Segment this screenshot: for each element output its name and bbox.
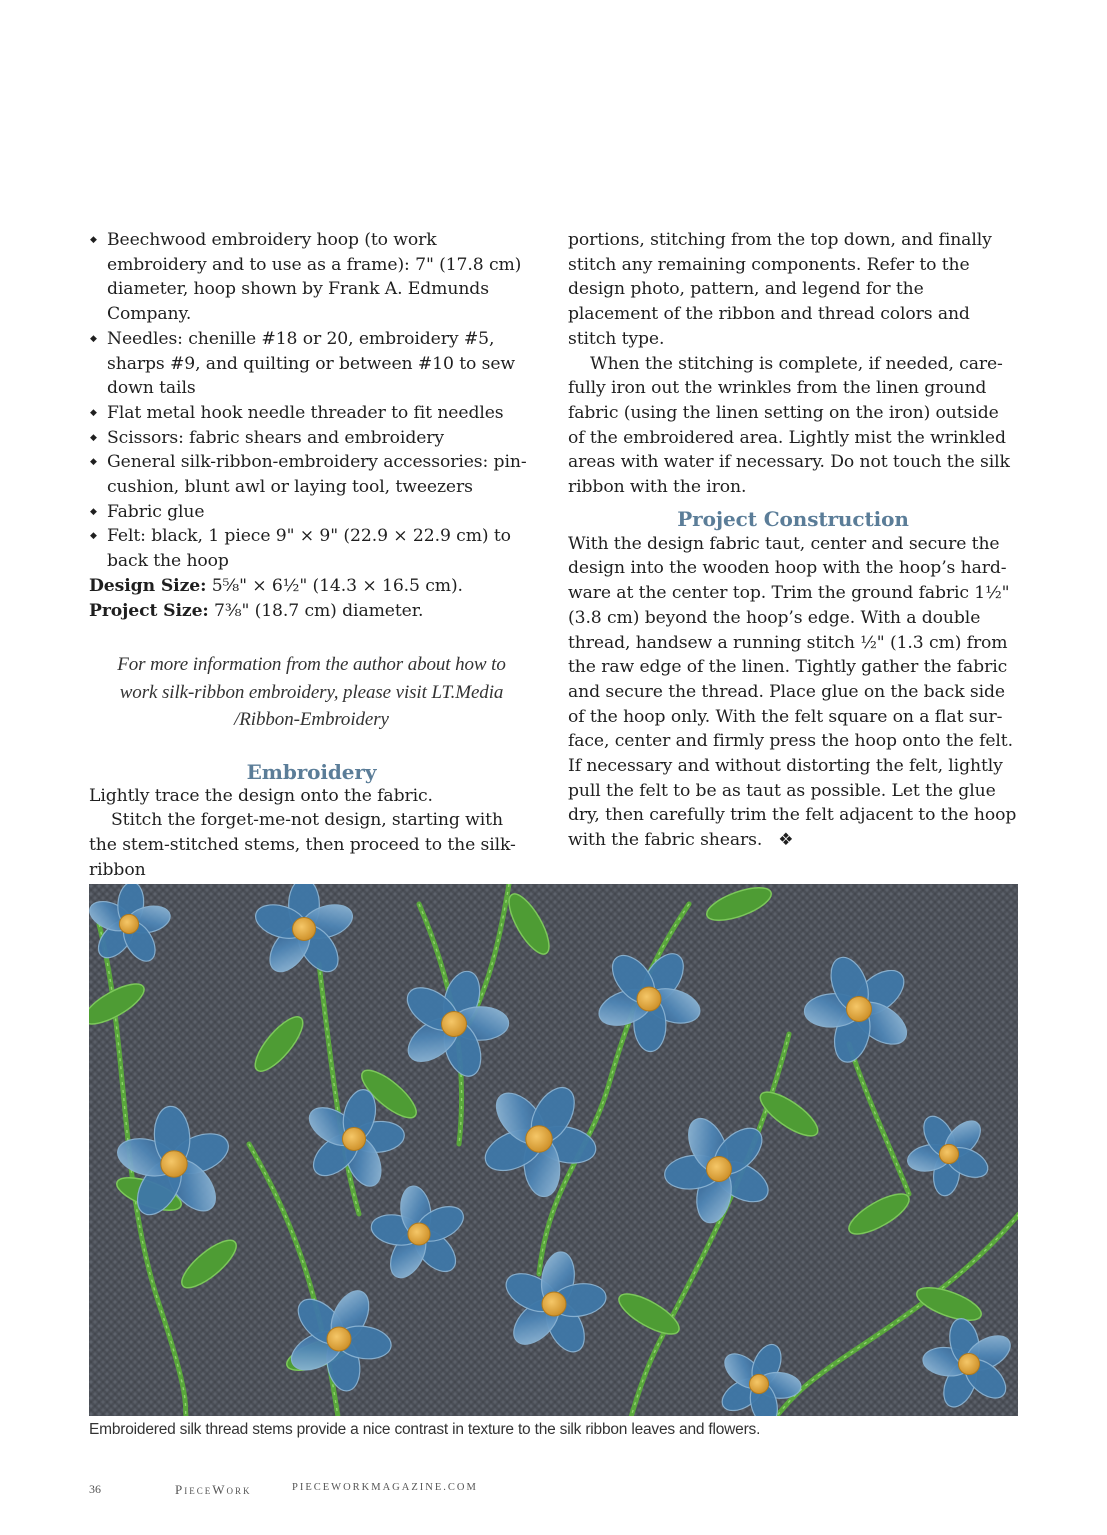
flower-center (342, 1127, 365, 1150)
magazine-url: PIECEWORKMAGAZINE.COM (292, 1482, 478, 1493)
materials-item: ◆ Beechwood embroidery hoop (to work embroidery and to use as a frame): 7" (17.8 cm) diameter, hoop shown by Frank A. Edmunds Company. (89, 228, 534, 327)
embroidery-photo-art (89, 884, 1018, 1416)
materials-list (89, 228, 534, 574)
flower-center (292, 917, 315, 940)
project-size-value: 7⅜" (18.7 cm) diameter. (214, 600, 424, 621)
embroidery-paragraph: Lightly trace the design onto the fabric. (89, 785, 433, 806)
construction-paragraph (568, 532, 1018, 853)
embroidery-photo (89, 884, 1018, 1416)
flower-center (542, 1292, 566, 1316)
materials-item: ◆ Needles: chenille #18 or 20, embroidery #5, sharps #9, and quilting or between #10 to sew down tails (89, 327, 534, 401)
design-size-value: 5⅝" × 6½" (14.3 × 16.5 cm). (211, 575, 463, 596)
materials-item: ◆ Scissors: fabric shears and embroidery (89, 426, 534, 451)
flower-center (958, 1353, 979, 1374)
stitching-paragraph: portions, stitching from the top down, and finally stitch any remaining components. Refer to the design photo, pattern, and legend for the placement of the ribbon and thread colors and stitch type. (568, 230, 992, 349)
embroidery-paragraph: Stitch the forget-me-not design, starting with the stem-stitched stems, then proceed to the silk-ribbon (89, 810, 516, 880)
flower-center (119, 914, 138, 933)
flower-center (526, 1126, 552, 1152)
design-size-label: Design Size: (89, 575, 207, 596)
flower-center (749, 1374, 768, 1393)
design-size (89, 574, 534, 599)
project-size (89, 599, 534, 624)
flower-center (707, 1157, 732, 1182)
photo-caption: Embroidered silk thread stems provide a nice contrast in texture to the silk ribbon leaves and flowers. (89, 1421, 761, 1438)
project-size-label: Project Size: (89, 600, 209, 621)
right-column (568, 228, 1018, 853)
magazine-name: PieceWork (175, 1482, 252, 1497)
flower-center (442, 1012, 467, 1037)
flower-center (847, 997, 872, 1022)
flower-center (408, 1223, 430, 1245)
embroidery-heading: Embroidery (246, 759, 377, 784)
end-mark-icon: ❖ (778, 830, 794, 851)
flower-center (327, 1327, 351, 1351)
ironing-paragraph: When the stitching is complete, if needed, carefully iron out the wrinkles from the linen ground fabric (using the linen setting on the iron) outside of the embroidered area. Lightly mist the wrinkled areas with water if necessary. Do not touch the silk ribbon with the iron. (568, 353, 1010, 498)
left-column (89, 228, 534, 883)
flower-center (161, 1151, 187, 1177)
materials-item: ◆ Fabric glue (89, 500, 534, 525)
flower-center (939, 1144, 958, 1163)
construction-heading: Project Construction (677, 506, 909, 531)
materials-item: ◆ Flat metal hook needle threader to fit needles (89, 401, 534, 426)
page-number: 36 (89, 1482, 101, 1496)
flower-center (637, 987, 661, 1011)
materials-item: ◆ General silk-ribbon-embroidery accessories: pincushion, blunt awl or laying tool, tweezers (89, 450, 534, 499)
materials-item: ◆ Felt: black, 1 piece 9" × 9" (22.9 × 22.9 cm) to back the hoop (89, 524, 534, 573)
construction-text: With the design fabric taut, center and secure the design into the wooden hoop with the hoop’s hardware at the center top. Trim the ground fabric 1½" (3.8 cm) beyond the hoop’s edge. With a double thread, handsew a running stitch ½" (1.3 cm) from the raw edge of the linen. Tightly gather the fabric and secure the thread. Place glue on the back side of the hoop only. With the felt square on a flat surface, center and firmly press the hoop onto the felt. If necessary and without distorting the felt, lightly pull the felt to be as taut as possible. Let the glue dry, then carefully trim the felt adjacent to the hoop with the fabric shears. (568, 533, 1017, 851)
info-note: For more information from the author about how to work silk-ribbon embroidery, please visit LT.Media /Ribbon-Embroidery (117, 654, 506, 731)
